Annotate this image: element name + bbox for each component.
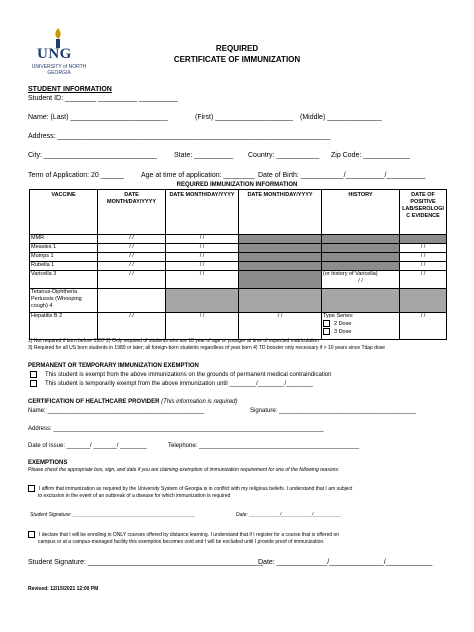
table-row (30, 253, 447, 262)
city-field[interactable]: City: _____________________________ (28, 152, 157, 159)
table-row (30, 313, 447, 340)
date-cell[interactable]: / / (98, 235, 166, 244)
perm-exemption-option[interactable]: This student is exempt from the above immunizations on the grounds of permanent medical contraindication (30, 371, 332, 379)
state-field[interactable]: State: __________ (174, 152, 234, 159)
issue-date-field[interactable]: Date of Issue: _______/ _______/ ________ (28, 443, 147, 449)
date-cell[interactable]: / / (166, 262, 239, 271)
lab-date-cell[interactable]: / / (400, 262, 447, 271)
date-cell[interactable] (98, 289, 166, 313)
immunization-table (29, 189, 447, 340)
footnote-1: 1) Not required if born before 1957 2) Only required of students who are 18 year of age or younger at time of expected matriculation (28, 338, 319, 344)
student-signature-field[interactable]: Student Signature: _____________________________________________ (28, 559, 264, 566)
provider-signature-field[interactable]: Signature: _________________________________________ (250, 408, 416, 414)
history-cell (322, 313, 400, 340)
dob-field[interactable]: Date of Birth: ___________/__________/__________ (258, 172, 426, 179)
table-row (30, 235, 447, 244)
religious-exemption-option[interactable]: I affirm that immunization as required by the University System of Georgia is in conflict with my religious beliefs. I understand that I am subject (28, 485, 352, 492)
header-vaccine: VACCINE (30, 190, 98, 235)
vaccine-rubella: Rubella 1 (30, 262, 98, 271)
exemptions-instruction: Please check the appropriate box, sign, and date if you are claiming exemption of immunization requirement for one of the following reasons: (28, 467, 340, 473)
title-required: REQUIRED (215, 44, 259, 53)
header-date-1: DATE MONTH/DAY/YYYY (98, 190, 166, 235)
header-date-2: DATE MONTH/DAY/YYYY (166, 190, 239, 235)
type-series-label: Type Series: (323, 313, 354, 319)
country-field[interactable]: Country: ___________ (248, 152, 320, 159)
table-row (30, 244, 447, 253)
telephone-field[interactable]: Telephone: ________________________________________________ (168, 443, 360, 449)
date-cell[interactable]: / / (98, 313, 166, 340)
exemptions-heading: EXEMPTIONS (28, 460, 68, 466)
date-cell[interactable]: / / (166, 313, 239, 340)
header-date-3: DATE MONTH/DAY/YYYY (239, 190, 322, 235)
distance-exemption-option[interactable]: I declare that I will be enrolling in ONLY courses offered by distance learning. I understand that if I register for a course that is offered on (28, 531, 339, 538)
student-info-heading: STUDENT INFORMATION (28, 86, 112, 93)
table-row (30, 262, 447, 271)
date-cell[interactable]: / / (98, 244, 166, 253)
footnote-2: 3) Required for all US born students in 1980 or later; all foreign-born students regardless of year born 4) TD booster only necessary if > 10 years since Tdap dose (28, 345, 386, 351)
term-field[interactable]: Term of Application: 20 ______ (28, 172, 125, 179)
varicella-history-date[interactable]: / / (358, 278, 363, 284)
lab-date-cell[interactable]: / / (400, 253, 447, 262)
date-cell[interactable]: / / (166, 235, 239, 244)
vaccine-hepatitis-b: Hepatitis B 2 (30, 313, 98, 340)
revised-date: Revised: 12/15/2021 12:00 PM (28, 586, 99, 592)
header-lab: DATE OF POSITIVE LAB/SEROLOGI C EVIDENCE (400, 190, 447, 235)
table-row (30, 289, 447, 313)
checkbox[interactable] (28, 485, 35, 492)
lab-date-cell[interactable]: / / (400, 244, 447, 253)
date-cell[interactable]: / / (166, 244, 239, 253)
student-id-field[interactable]: Student ID: ________ __________ __________ (28, 95, 178, 102)
first-name-field[interactable]: (First) ____________________ (195, 114, 294, 121)
middle-name-field[interactable]: (Middle) ______________ (300, 114, 382, 121)
date-cell[interactable]: / / (98, 271, 166, 289)
table-caption: REQUIRED IMMUNIZATION INFORMATION (176, 182, 298, 188)
header-history: HISTORY (322, 190, 400, 235)
checkbox[interactable] (28, 531, 35, 538)
logo-text: UNG (37, 46, 72, 62)
date-cell[interactable]: / / (98, 262, 166, 271)
varicella-history-label: (or history of Varicella) (323, 271, 378, 277)
perm-exemption-heading: PERMANENT OR TEMPORARY IMMUNIZATION EXEMPTION (28, 363, 199, 369)
checkbox[interactable] (323, 328, 330, 335)
zip-field[interactable]: Zip Code: ____________ (331, 152, 411, 159)
provider-name-field[interactable]: Name: _______________________________________________ (28, 408, 205, 414)
provider-heading: CERTIFICATION OF HEALTHCARE PROVIDER (This information is required) (28, 399, 238, 405)
checkbox[interactable] (323, 320, 330, 327)
lab-date-cell[interactable]: / / (400, 271, 447, 289)
date-cell[interactable]: / / (166, 253, 239, 262)
vaccine-mumps: Mumps 1 (30, 253, 98, 262)
provider-address-field[interactable]: Address: _________________________________________________________________________________ (28, 426, 324, 432)
table-header-row (30, 190, 447, 235)
date-cell[interactable]: / / (239, 313, 322, 340)
last-name-field[interactable]: Name: (Last) _________________________ (28, 114, 168, 121)
series-2-dose-option[interactable]: 2 Dose (323, 320, 398, 328)
logo-subtext: UNIVERSITY of NORTH GEORGIA (31, 64, 87, 76)
distance-exemption-text-2: campus or at a campus-managed facility this exemption becomes void and I will be excluded until I provide proof of immunization. (38, 539, 325, 545)
table-row (30, 271, 447, 289)
address-field[interactable]: Address: ______________________________________________________________________ (28, 133, 331, 140)
vaccine-mmr: MMR (30, 235, 98, 244)
lab-date-cell[interactable]: / / (400, 313, 447, 340)
vaccine-tdap: Tetanus-Diphtheria Pertussis (Whooping cough) 4 (30, 289, 98, 313)
history-cell[interactable] (322, 271, 400, 289)
title-certificate: CERTIFICATE OF IMMUNIZATION (173, 55, 301, 64)
age-field[interactable]: Age at time of application: ________ (141, 172, 255, 179)
vaccine-measles: Measles 1 (30, 244, 98, 253)
ung-logo (27, 28, 91, 80)
checkbox[interactable] (30, 380, 37, 387)
vaccine-varicella: Varicella 3 (30, 271, 98, 289)
checkbox[interactable] (30, 371, 37, 378)
religious-signature-field[interactable]: Student Signature: ____________________________________________ (30, 512, 196, 518)
series-3-dose-option[interactable]: 3 Dose (323, 328, 398, 336)
date-cell[interactable]: / / (98, 253, 166, 262)
student-date-field[interactable]: Date: _____________/______________/____________ (258, 559, 433, 566)
religious-date-field[interactable]: Date: ___________/___________/__________ (236, 512, 342, 518)
temp-exemption-option[interactable]: This student is temporarily exempt from the above immunization until ________/________/________ (30, 380, 313, 388)
religious-exemption-text-2: to exclusion in the event of an outbreak of a disease for which immunization is required (38, 493, 231, 499)
date-cell[interactable]: / / (166, 271, 239, 289)
